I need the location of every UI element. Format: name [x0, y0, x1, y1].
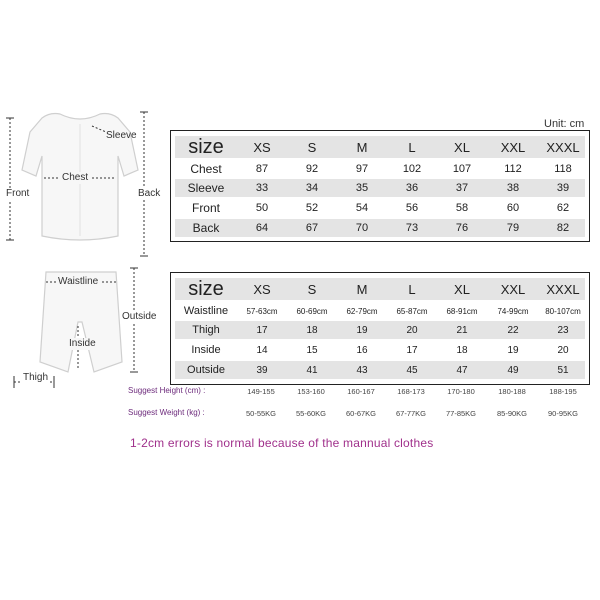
header-cell: M: [356, 139, 368, 155]
label-inside: Inside: [69, 338, 96, 349]
label-waistline: Waistline: [58, 276, 99, 287]
row-label: Inside: [191, 344, 221, 356]
table-cell: 22: [507, 324, 519, 336]
header-cell: XXL: [500, 281, 526, 297]
header-cell: M: [356, 281, 368, 297]
suggest-weight-value: 60-67KG: [345, 409, 377, 418]
row-label: Thigh: [192, 324, 220, 336]
header-cell: L: [408, 139, 416, 155]
suggest-weight-value: 50-55KG: [245, 409, 277, 418]
table-cell: 74-99cm: [497, 306, 529, 316]
table-cell: 102: [402, 163, 422, 175]
suggest-height-value: 188-195: [549, 387, 577, 396]
table-cell: 35: [355, 182, 369, 194]
header-cell: XS: [253, 281, 271, 297]
table-cell: 50: [255, 202, 269, 214]
suggest-height-value: 153-160: [297, 387, 325, 396]
table-cell: 118: [554, 163, 572, 175]
suggest-height-value: 170-180: [447, 387, 475, 396]
table-cell: 45: [406, 364, 418, 376]
table-cell: 76: [455, 222, 469, 234]
table-cell: 67: [305, 222, 319, 234]
table-cell: 73: [405, 222, 419, 234]
table-cell: 39: [256, 364, 268, 376]
table-cell: 58: [455, 202, 469, 214]
table-cell: 87: [255, 163, 269, 175]
suggest-height-row: [128, 386, 598, 402]
row-label: Chest: [190, 162, 222, 176]
table-cell: 38: [506, 182, 520, 194]
table-cell: 37: [455, 182, 469, 194]
table-cell: 43: [356, 364, 368, 376]
table-cell: 17: [406, 344, 418, 356]
table-cell: 17: [256, 324, 268, 336]
suggest-height-value: 168-173: [397, 387, 425, 396]
header-cell: L: [408, 281, 416, 297]
header-cell: S: [307, 139, 317, 155]
table-cell: 19: [507, 344, 519, 356]
table-row: [175, 341, 585, 359]
table-cell: 112: [504, 163, 522, 175]
size-diagrams: [0, 0, 170, 400]
table-cell: 62: [556, 202, 570, 214]
jersey-size-table: [170, 130, 590, 242]
table-row: [175, 302, 585, 320]
table-cell: 49: [507, 364, 519, 376]
label-sleeve: Sleeve: [106, 130, 137, 141]
table-cell: 60: [506, 202, 520, 214]
table-header-row: [175, 278, 585, 300]
suggest-height-label: Suggest Height (cm) :: [128, 386, 206, 395]
label-thigh: Thigh: [23, 372, 49, 383]
suggest-weight-value: 67-77KG: [395, 409, 427, 418]
suggest-weight-value: 77-85KG: [445, 409, 477, 418]
table-cell: 107: [452, 163, 472, 175]
error-tolerance-note: 1-2cm errors is normal because of the mannual clothes: [130, 436, 434, 450]
table-row: [175, 199, 585, 217]
table-header-row: [175, 136, 585, 158]
table-cell: 97: [355, 163, 369, 175]
unit-label: Unit: cm: [544, 118, 585, 130]
table-cell: 70: [355, 222, 369, 234]
header-cell: XS: [253, 139, 271, 155]
table-row: [175, 361, 585, 379]
table-cell: 79: [506, 222, 520, 234]
table-cell: 62-79cm: [346, 306, 378, 316]
table-cell: 15: [306, 344, 318, 356]
table-cell: 82: [556, 222, 570, 234]
label-outside: Outside: [122, 311, 157, 322]
shorts-size-table: [170, 272, 590, 385]
suggest-weight-row: [128, 408, 598, 424]
table-cell: 39: [556, 182, 570, 194]
label-chest: Chest: [62, 172, 89, 183]
header-cell: size: [188, 277, 224, 300]
header-cell: XXXL: [546, 139, 580, 155]
table-row: [175, 219, 585, 237]
table-cell: 16: [356, 344, 368, 356]
table-row: [175, 179, 585, 197]
header-cell: XXL: [500, 139, 526, 155]
header-cell: S: [307, 281, 317, 297]
row-label: Waistline: [183, 305, 229, 317]
table-cell: 18: [306, 324, 318, 336]
table-cell: 56: [405, 202, 419, 214]
suggest-height-value: 149-155: [247, 387, 275, 396]
table-cell: 60-69cm: [296, 306, 328, 316]
suggest-height-value: 180-188: [498, 387, 526, 396]
table-cell: 65-87cm: [396, 306, 428, 316]
table-cell: 57-63cm: [246, 306, 278, 316]
table-cell: 92: [305, 163, 319, 175]
table-cell: 34: [305, 182, 319, 194]
row-label: Back: [192, 221, 220, 235]
table-row: [175, 160, 585, 178]
suggest-weight-label: Suggest Weight (kg) :: [128, 408, 205, 417]
table-cell: 19: [356, 324, 368, 336]
header-cell: XL: [454, 139, 470, 155]
table-cell: 23: [557, 324, 569, 336]
table-cell: 36: [405, 182, 419, 194]
table-cell: 80-107cm: [545, 306, 581, 316]
table-row: [175, 321, 585, 339]
table-cell: 41: [306, 364, 318, 376]
suggest-weight-value: 90-95KG: [547, 409, 579, 418]
suggest-weight-value: 55-60KG: [295, 409, 327, 418]
table-cell: 47: [456, 364, 468, 376]
table-cell: 20: [406, 324, 418, 336]
label-front: Front: [6, 188, 30, 199]
table-cell: 33: [255, 182, 269, 194]
header-cell: XL: [454, 281, 470, 297]
header-cell: size: [188, 135, 224, 158]
table-cell: 21: [456, 324, 468, 336]
table-cell: 51: [557, 364, 569, 376]
table-cell: 64: [255, 222, 269, 234]
table-cell: 14: [256, 344, 268, 356]
row-label: Front: [191, 201, 220, 215]
label-back: Back: [138, 188, 161, 199]
table-cell: 52: [305, 202, 319, 214]
row-label: Sleeve: [187, 181, 225, 195]
suggest-weight-value: 85-90KG: [496, 409, 528, 418]
header-cell: XXXL: [546, 281, 580, 297]
table-cell: 68-91cm: [446, 306, 478, 316]
table-cell: 20: [557, 344, 569, 356]
table-cell: 18: [456, 344, 468, 356]
row-label: Outside: [187, 364, 225, 376]
suggest-height-value: 160-167: [347, 387, 375, 396]
table-cell: 54: [355, 202, 369, 214]
